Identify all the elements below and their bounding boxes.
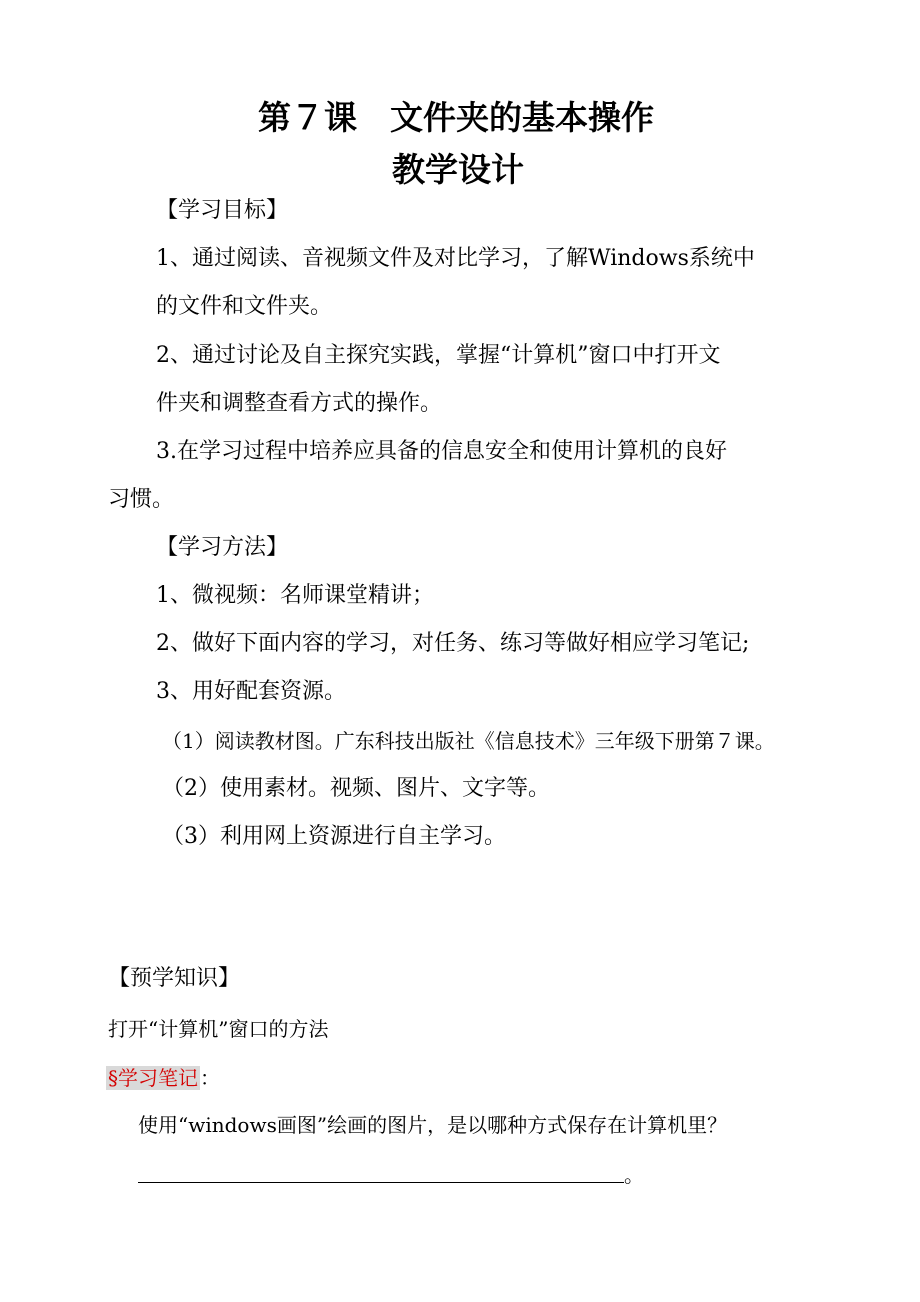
goal-item-1-line-1: 1、通过阅读、音视频文件及对比学习，了解Windows系统中	[156, 246, 755, 271]
study-note	[106, 1063, 220, 1093]
study-note-colon: ：	[200, 1066, 220, 1090]
answer-blank-line	[138, 1182, 624, 1183]
goal-item-2-line-2: 件夹和调整查看方式的操作。	[156, 391, 443, 416]
answer-end-mark: 。	[624, 1163, 644, 1187]
methods-heading: 【学习方法】	[156, 535, 289, 560]
method-item-1: 1、微视频：名师课堂精讲；	[156, 583, 434, 608]
page-title: 第７课 文件夹的基本操作	[258, 98, 654, 137]
method-sub-1: （1）阅读教材图。广东科技出版社《信息技术》三年级下册第７课。	[162, 729, 775, 753]
page-subtitle: 教学设计	[392, 150, 524, 189]
method-sub-2: （2）使用素材。视频、图片、文字等。	[162, 776, 550, 801]
method-sub-3: （3）利用网上资源进行自主学习。	[162, 824, 506, 849]
goal-item-2-line-1: 2、通过讨论及自主探究实践，掌握“计算机”窗口中打开文	[156, 343, 721, 368]
method-item-3: 3、用好配套资源。	[156, 679, 346, 704]
goals-heading: 【学习目标】	[156, 198, 289, 223]
preview-heading: 【预学知识】	[108, 966, 241, 991]
goal-item-3-line-2: 习惯。	[108, 487, 175, 512]
study-note-label: §学习笔记	[108, 1066, 198, 1090]
goal-item-1-line-2: 的文件和文件夹。	[156, 294, 333, 319]
goal-item-3-line-1: 3.在学习过程中培养应具备的信息安全和使用计算机的良好	[156, 439, 727, 464]
method-item-2: 2、做好下面内容的学习，对任务、练习等做好相应学习笔记;	[156, 631, 750, 656]
preview-text: 打开“计算机”窗口的方法	[108, 1017, 329, 1041]
question-text: 使用“windows画图”绘画的图片，是以哪种方式保存在计算机里？	[138, 1113, 728, 1137]
